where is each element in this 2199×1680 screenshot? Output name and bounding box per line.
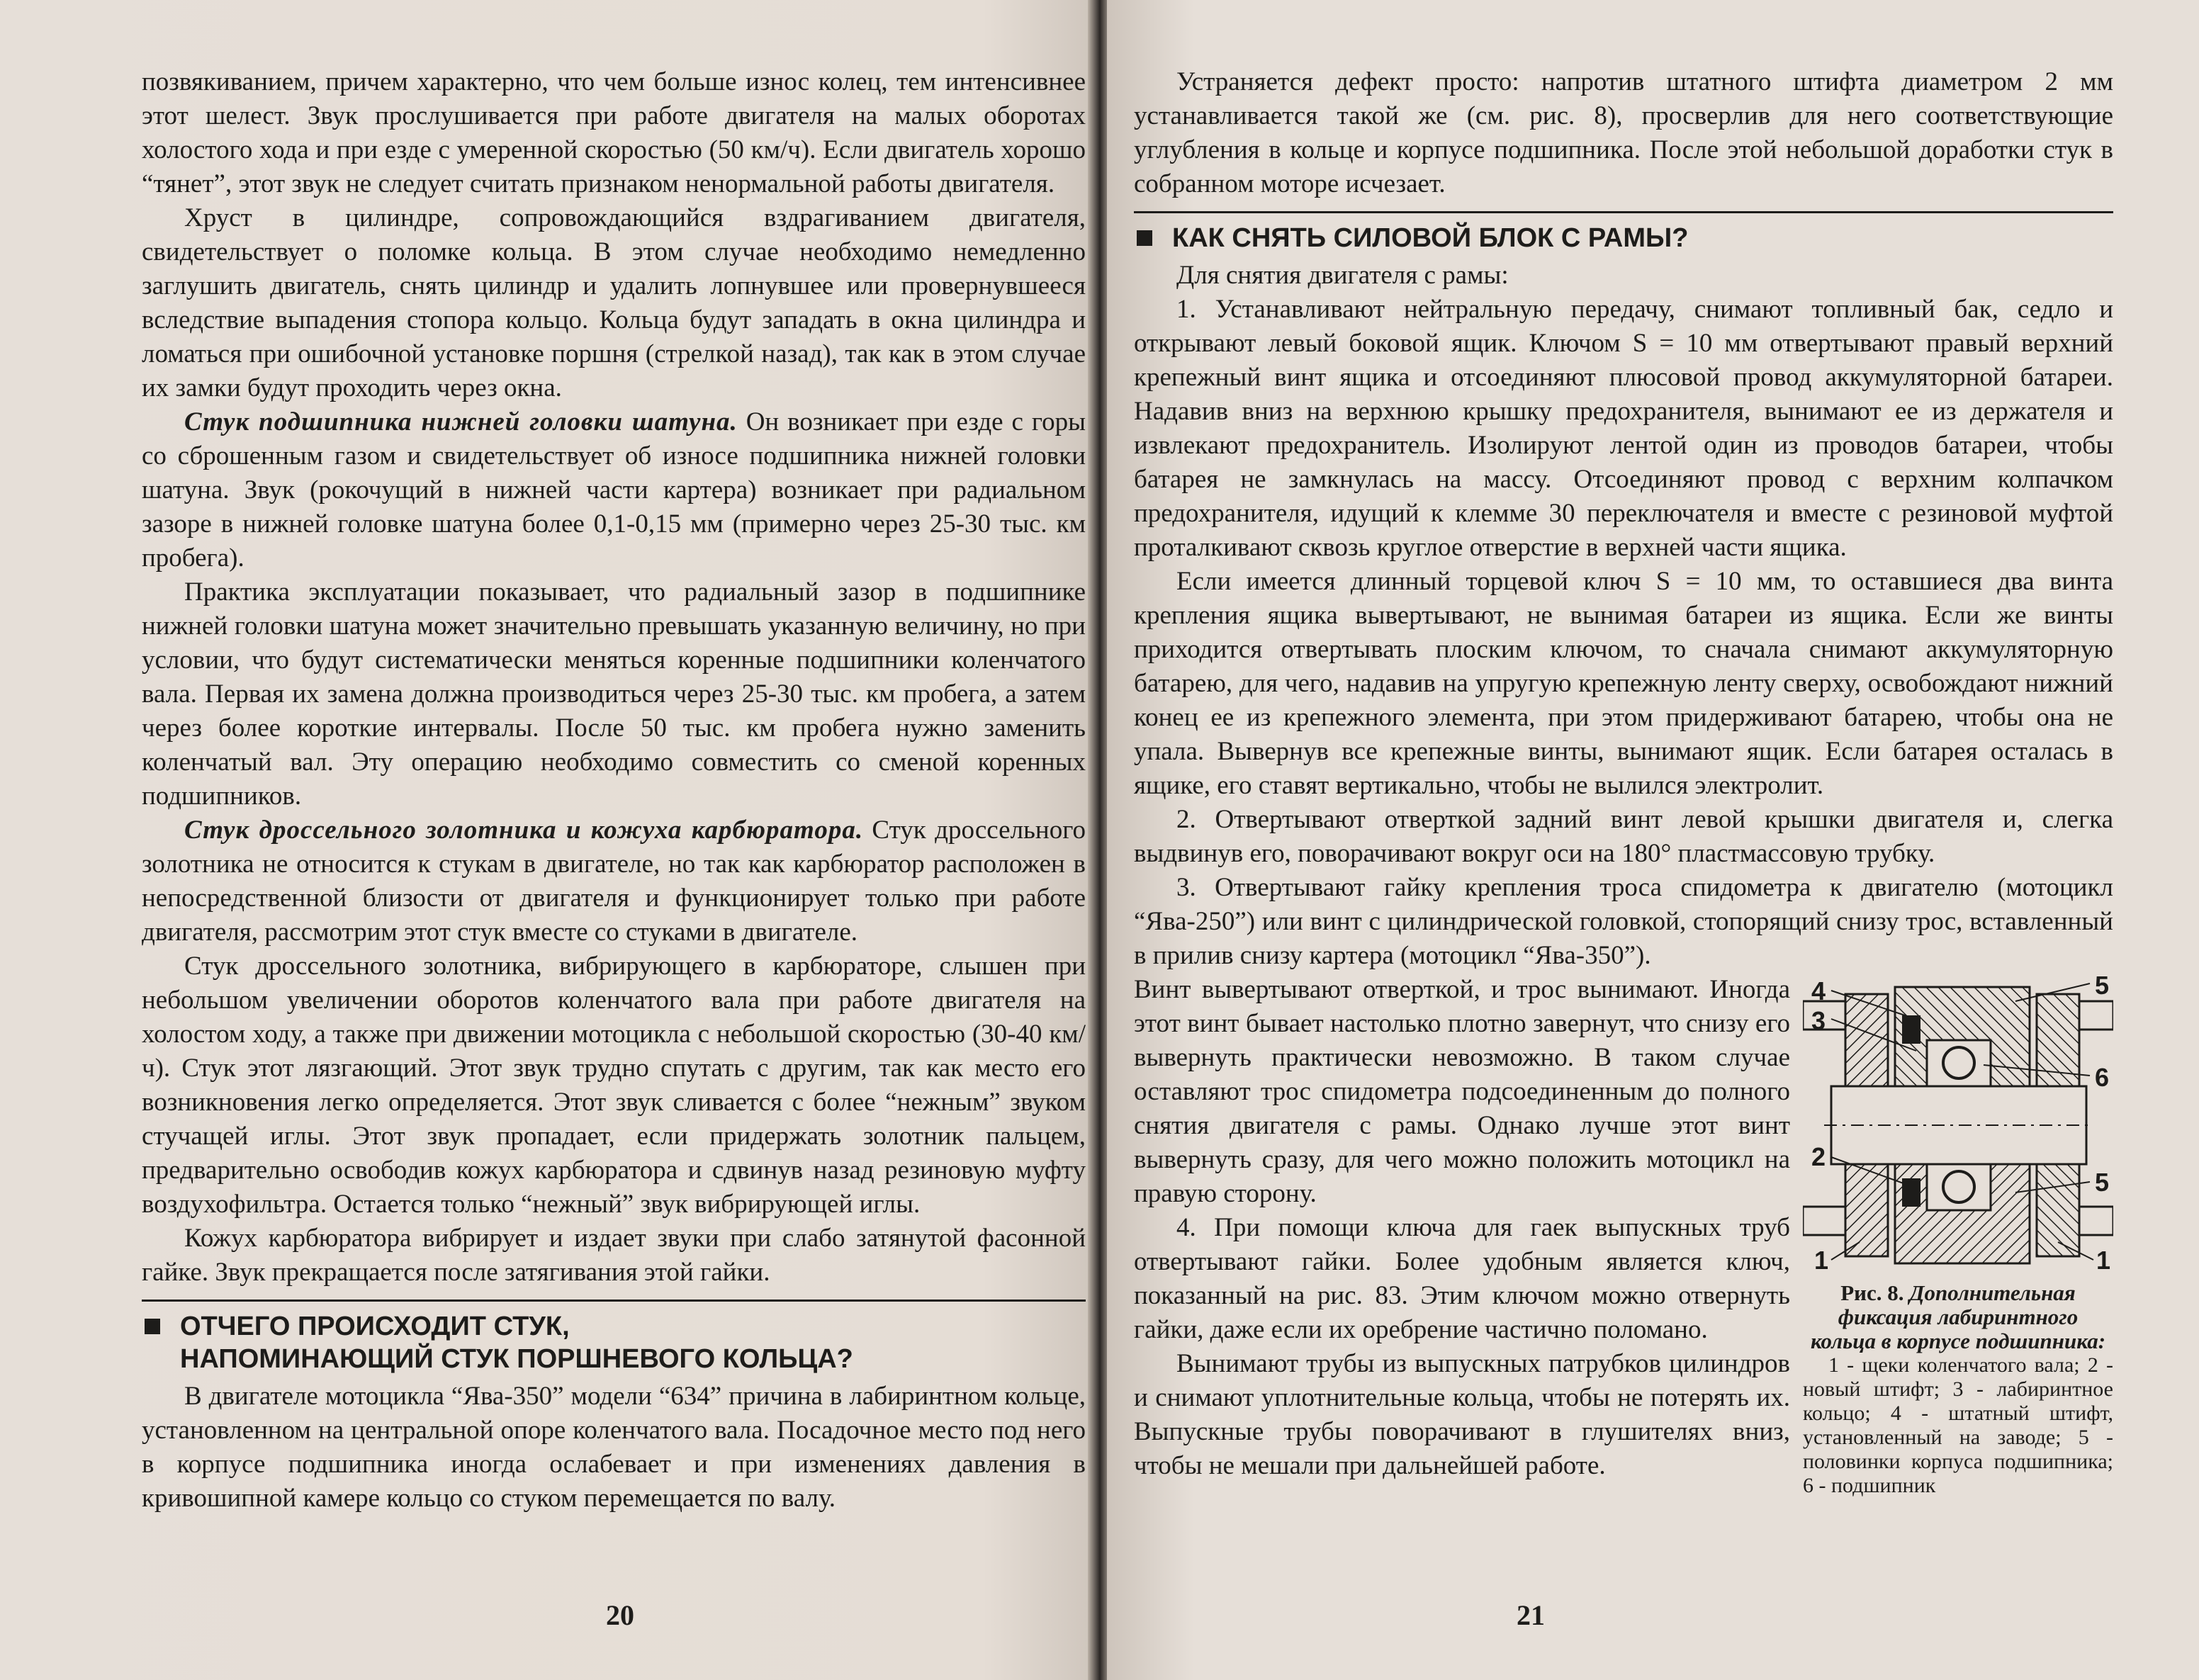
figure-title	[1803, 1281, 2113, 1353]
figure-label: 6	[2095, 1063, 2110, 1092]
bullet-square-icon	[145, 1319, 160, 1334]
figure-label: 1	[2096, 1246, 2111, 1270]
right-page-text	[1134, 65, 2113, 1498]
figure-title-text: Дополнительная фиксация лабиринтного кольца в корпусе подшипника:	[1810, 1280, 2106, 1353]
heading-line-2: НАПОМИНАЮЩИЙ СТУК ПОРШНЕВОГО КОЛЬЦА?	[180, 1344, 853, 1374]
paragraph: 1. Устанавливают нейтральную передачу, снимают топливный бак, седло и открывают левый боковой ящик. Ключом S = 10 мм отвертывают правый верхний крепежный винт ящика и отсоединяют плюсовой провод аккумуляторной батареи. Надавив вниз на верхнюю крышку предохранителя, вынимают ее из держателя и извлекают предохранитель. Изолируют лентой один из проводов батареи, чтобы батарея не замкнулась на массу. Отсоединяют провод с верхним колпачком предохранителя, идущий к клемме 30 переключателя и вместе с резиновой муфтой проталкивают сквозь круглое отверстие в верхней части ящика.	[1134, 295, 2113, 562]
paragraph: Вынимают трубы из выпускных патрубков цилиндров и снимают уплотнительные кольца, чтобы не потерять их. Выпускные трубы поворачивают в глушителях вниз, чтобы не мешали при дальнейшей работе.	[1134, 1349, 1790, 1480]
figure-label: 5	[2095, 1168, 2110, 1197]
section-heading	[142, 1310, 1086, 1375]
paragraph-lead-in: Стук дроссельного золотника и кожуха карбюратора.	[184, 816, 864, 845]
paragraph	[142, 405, 1086, 575]
paragraph: В двигателе мотоцикла “Ява-350” модели “634” причина в лабиринтном кольце, установленном на центральной опоре коленчатого вала. Посадочное место под него в корпусе подшипника иногда ослабевает и при изменениях давления в кривошипной камере кольцо со стуком перемещается по валу.	[142, 1382, 1086, 1513]
figure-label: 5	[2095, 973, 2110, 1000]
figure-8	[1803, 973, 2113, 1498]
section-heading	[1134, 222, 2113, 254]
figure-label: 2	[1811, 1142, 1826, 1171]
paragraph: 4. При помощи ключа для гаек выпускных труб отвертывают гайки. Более удобным является ключ, показанный на рис. 83. Этим ключом можно отвернуть гайки, даже если их оребрение частично поломано.	[1134, 1213, 1790, 1344]
heading-line-1: ОТЧЕГО ПРОИСХОДИТ СТУК,	[180, 1312, 570, 1341]
figure-caption: 1 - щеки коленчатого вала; 2 - новый штифт; 3 - лабиринтное кольцо; 4 - штатный штифт, установленный на заводе; 5 - половинки корпуса подшипника; 6 - подшипник	[1803, 1353, 2113, 1497]
left-page	[0, 0, 1093, 1680]
paragraph: позвякиванием, причем характерно, что чем больше износ колец, тем интенсивнее этот шелест. Звук прослушивается при работе двигателя на малых оборотах холостого хода и при езде с умеренной скоростью (50 км/ч). Если двигатель хорошо “тянет”, этот звук не следует считать признаком ненормальной работы двигателя.	[142, 67, 1086, 198]
left-page-text	[142, 65, 1086, 1516]
paragraph-body: Он возникает при езде с горы со сброшенным газом и свидетельствует об износе подшипника нижней головки шатуна. Звук (рокочущий в нижней части картера) возникает при радиальном зазоре в нижней головке шатуна более 0,1-0,15 мм (примерно через 25-30 тыс. км пробега).	[142, 407, 1086, 573]
figure-label: 3	[1811, 1006, 1826, 1035]
bullet-square-icon	[1137, 230, 1152, 246]
paragraph: Стук дроссельного золотника, вибрирующего в карбюраторе, слышен при небольшом увеличении оборотов коленчатого вала при работе двигателя на холостом ходу, а также при движении мотоцикла с небольшой скоростью (30-40 км/ч). Стук этот лязгающий. Этот звук трудно спутать с другим, так как место его возникновения легко определяется. Этот звук сливается с более “нежным” звуком стучащей иглы. Этот звук пропадает, если придержать золотник пальцем, предварительно освободив кожух карбюратора и сдвинув назад резиновую муфту воздухофильтра. Остается только “нежный” звук вибрирующей иглы.	[142, 952, 1086, 1219]
paragraph: Винт вывертывают отверткой, и трос вынимают. Иногда этот винт бывает настолько плотно завернут, что снизу его вывернуть практически невозможно. В таком случае оставляют трос спидометра подсоединенным до полного снятия двигателя с рамы. Однако лучше этот винт вывернуть сразу, для чего можно положить мотоцикл на правую сторону.	[1134, 975, 1790, 1208]
paragraph-lead-in: Стук подшипника нижней головки шатуна.	[184, 407, 738, 436]
paragraph: Практика эксплуатации показывает, что радиальный зазор в подшипнике нижней головки шатуна может значительно превышать указанную величину, но при условии, что будут систематически меняться коренные подшипники коленчатого вала. Первая их замена должна производиться через 25-30 тыс. км пробега, а затем через более короткие интервалы. После 50 тыс. км пробега нужно заменить коленчатый вал. Эту операцию необходимо совместить со сменой коренных подшипников.	[142, 577, 1086, 811]
paragraph: Для снятия двигателя с рамы:	[1176, 261, 1509, 290]
page-number: 20	[606, 1599, 634, 1631]
page-number: 21	[1517, 1599, 1545, 1631]
paragraph: Если имеется длинный торцевой ключ S = 10 мм, то оставшиеся два винта крепления ящика вывертывают, не вынимая батареи из ящика. Если же винты приходится отвертывать плоским ключом, то сначала снимают аккумуляторную батарею, для чего, надавив на упругую крепежную ленту сверху, освобождают нижний конец ее из крепежного элемента, при этом придерживают батарею, чтобы она не упала. Вывернув все крепежные винты, вынимают ящик. Если батарея осталась в ящике, его ставят вертикально, чтобы не вылился электролит.	[1134, 567, 2113, 800]
paragraph-body: Стук дроссельного золотника не относится к стукам в двигателе, но так как карбюратор расположен в непосредственной близости от двигателя и функционирует только при работе двигателя, рассмотрим этот стук вместе со стуками в двигателе.	[142, 816, 1086, 947]
section-rule	[1134, 211, 2113, 213]
figure-label: 1	[1814, 1246, 1829, 1270]
heading-text: КАК СНЯТЬ СИЛОВОЙ БЛОК С РАМЫ?	[1172, 223, 1689, 253]
paragraph: Кожух карбюратора вибрирует и издает звуки при слабо затянутой фасонной гайке. Звук прекращается после затягивания этой гайки.	[142, 1224, 1086, 1287]
bearing-diagram	[1803, 973, 2113, 1270]
paragraph	[142, 813, 1086, 949]
figure-label: 4	[1811, 976, 1826, 1005]
figure-number: Рис. 8.	[1840, 1280, 1904, 1305]
paragraph: 2. Отвертывают отверткой задний винт левой крышки двигателя и, слегка выдвинув его, поворачивают вокруг оси на 180° пластмассовую трубку.	[1134, 805, 2113, 868]
paragraph: Устраняется дефект просто: напротив штатного штифта диаметром 2 мм устанавливается такой же (см. рис. 8), просверлив для него соответствующие углубления в кольце и корпусе подшипника. После этой небольшой доработки стук в собранном моторе исчезает.	[1134, 67, 2113, 198]
paragraph: 3. Отвертывают гайку крепления троса спидометра к двигателю (мотоцикл “Ява-250”) или винт с цилиндрической головкой, стопорящий снизу трос, вставленный в прилив снизу картера (мотоцикл “Ява-350”).	[1134, 873, 2113, 970]
paragraph: Хруст в цилиндре, сопровождающийся вздрагиванием двигателя, свидетельствует о поломке кольца. В этом случае необходимо немедленно заглушить двигатель, снять цилиндр и удалить лопнувшее или провернувшееся вследствие выпадения стопора кольцо. Кольца будут западать в окна цилиндра и ломаться при ошибочной установке поршня (стрелкой назад), так как в этом случае их замки будут проходить через окна.	[142, 203, 1086, 402]
right-page	[1107, 0, 2199, 1680]
section-rule	[142, 1300, 1086, 1302]
